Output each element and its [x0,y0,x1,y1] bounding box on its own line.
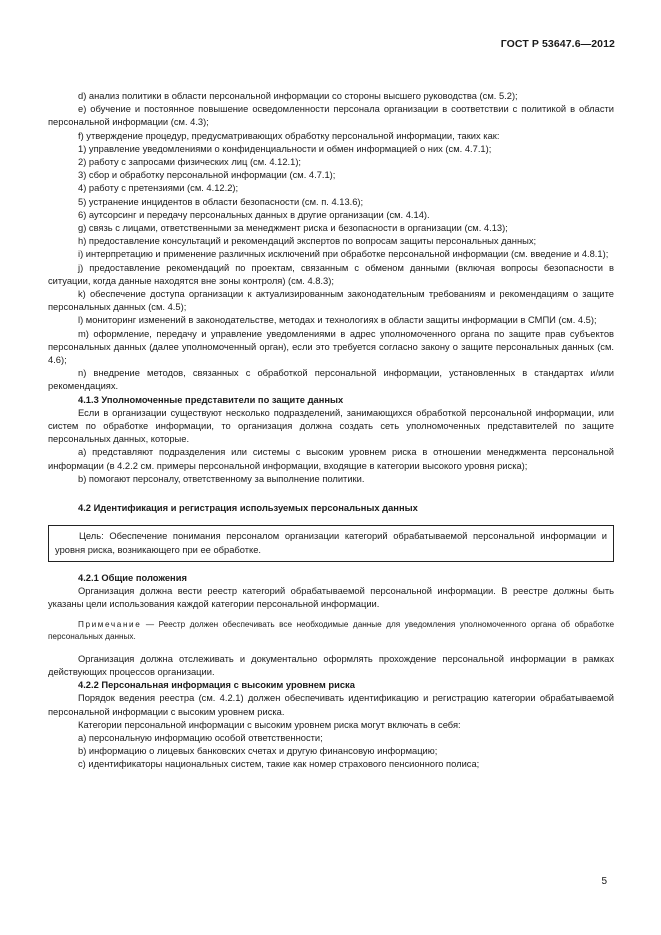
note-text: — Реестр должен обеспечивать все необходимые данные для уведомления уполномоченного органа об обработке персональных данных. [48,620,614,641]
list-item-f4: 4) работу с претензиями (см. 4.12.2); [78,183,239,194]
list-item-f5: 5) устранение инцидентов в области безопасности (см. п. 4.13.6); [78,196,364,207]
list-item-e: e) обучение и постоянное повышение осведомленности персонала организации в соответствии с политикой в области персональной информации (см. 4.3); [48,104,614,128]
note [48,619,614,641]
list-item-m: m) оформление, передачу и управление уведомлениями в адрес уполномоченного органа по защите прав субъектов персональных данных (далее уполномоченный орган), если это требуется согласно закону о защите персональных данных (см. 4.6); [48,328,614,366]
list-item-l: l) мониторинг изменений в законодательстве, методах и технологиях в области защиты информации в СМПИ (см. 4.5); [78,315,597,326]
list-item-k: k) обеспечение доступа организации к актуализированным законодательным требованиям и рекомендациям о защите персональных данных (см. 4.5); [48,289,614,313]
goal-box [48,525,614,561]
page-number: 5 [601,876,607,887]
list-item-a: a) представляют подразделения или системы с высоким уровнем риска в отношении менеджмента персональной информации (в 4.2.2 см. примеры персональной информации, входящие в категории высокого уровня риска); [48,447,614,471]
section-heading-4-1-3: 4.1.3 Уполномоченные представители по защите данных [78,394,344,405]
section-heading-4-2-2: 4.2.2 Персональная информация с высоким уровнем риска [78,680,355,691]
document-id: ГОСТ Р 53647.6—2012 [500,38,615,50]
paragraph: Организация должна вести реестр категорий обрабатываемой персональной информации. В реестре должны быть указаны цели использования каждой категории персональной информации. [48,585,614,610]
list-item-i: i) интерпретацию и применение различных исключений при обработке персональной информации (см. введение и 4.8.1); [78,249,609,260]
page-content [48,90,614,772]
list-item-f: f) утверждение процедур, предусматривающих обработку персональной информации, таких как: [78,130,500,141]
list-item-a: a) персональную информацию особой ответственности; [78,732,323,743]
list-item-d: d) анализ политики в области персональной информации со стороны высшего руководства (см. 5.2); [78,91,518,101]
list-item-g: g) связь с лицами, ответственными за менеджмент риска и безопасности в организации (см. 4.13); [78,223,508,234]
list-item-h: h) предоставление консультаций и рекомендаций экспертов по вопросам защиты персональных данных; [78,236,537,247]
list-item-c: c) идентификаторы национальных систем, такие как номер страхового пенсионного полиса; [78,759,480,770]
section-heading-4-2-1: 4.2.1 Общие положения [78,572,187,583]
list-item-f2: 2) работу с запросами физических лиц (см. 4.12.1); [78,157,302,168]
list-item-b: b) помогают персоналу, ответственному за выполнение политики. [78,473,365,484]
paragraph: Категории персональной информации с высоким уровнем риска могут включать в себя: [78,719,461,730]
paragraph: Порядок ведения реестра (см. 4.2.1) должен обеспечивать идентификацию и регистрацию категории обрабатываемой персональной информации с высоким уровнем риска. [48,693,614,717]
note-label: Примечание [78,620,142,630]
paragraph: Организация должна отслеживать и документально оформлять прохождение персональной информации в рамках действующих процессов организации. [48,653,614,677]
list-item-f3: 3) сбор и обработку персональной информации (см. 4.7.1); [78,170,336,181]
list-item-f6: 6) аутсорсинг и передачу персональных данных в другие организации (см. 4.14). [78,209,430,220]
list-item-j: j) предоставление рекомендаций по проектам, связанным с обменом данными (включая вопросы безопасности в ситуации, когда данные находятся вне зоны контроля) (см. 4.8.3); [48,262,614,286]
paragraph: Если в организации существуют несколько подразделений, занимающихся обработкой персональной информации, или систем по обработке информации, то организация должна создать сеть уполномоченных представителей по защите персональных данных, которые. [48,407,614,445]
list-item-f1: 1) управление уведомлениями о конфиденциальности и обмен информацией о них (см. 4.7.1); [78,143,492,154]
section-heading-4-2: 4.2 Идентификация и регистрация используемых персональных данных [78,503,418,514]
goal-text: Цель: Обеспечение понимания персоналом организации категорий обрабатываемой персональной информации и уровня риска, возникающего при ее обработке. [55,531,607,555]
list-item-n: n) внедрение методов, связанных с обработкой персональной информации, установленных в стандартах и/или рекомендациях. [48,368,614,392]
list-item-b: b) информацию о лицевых банковских счетах и другую финансовую информацию; [78,746,438,757]
